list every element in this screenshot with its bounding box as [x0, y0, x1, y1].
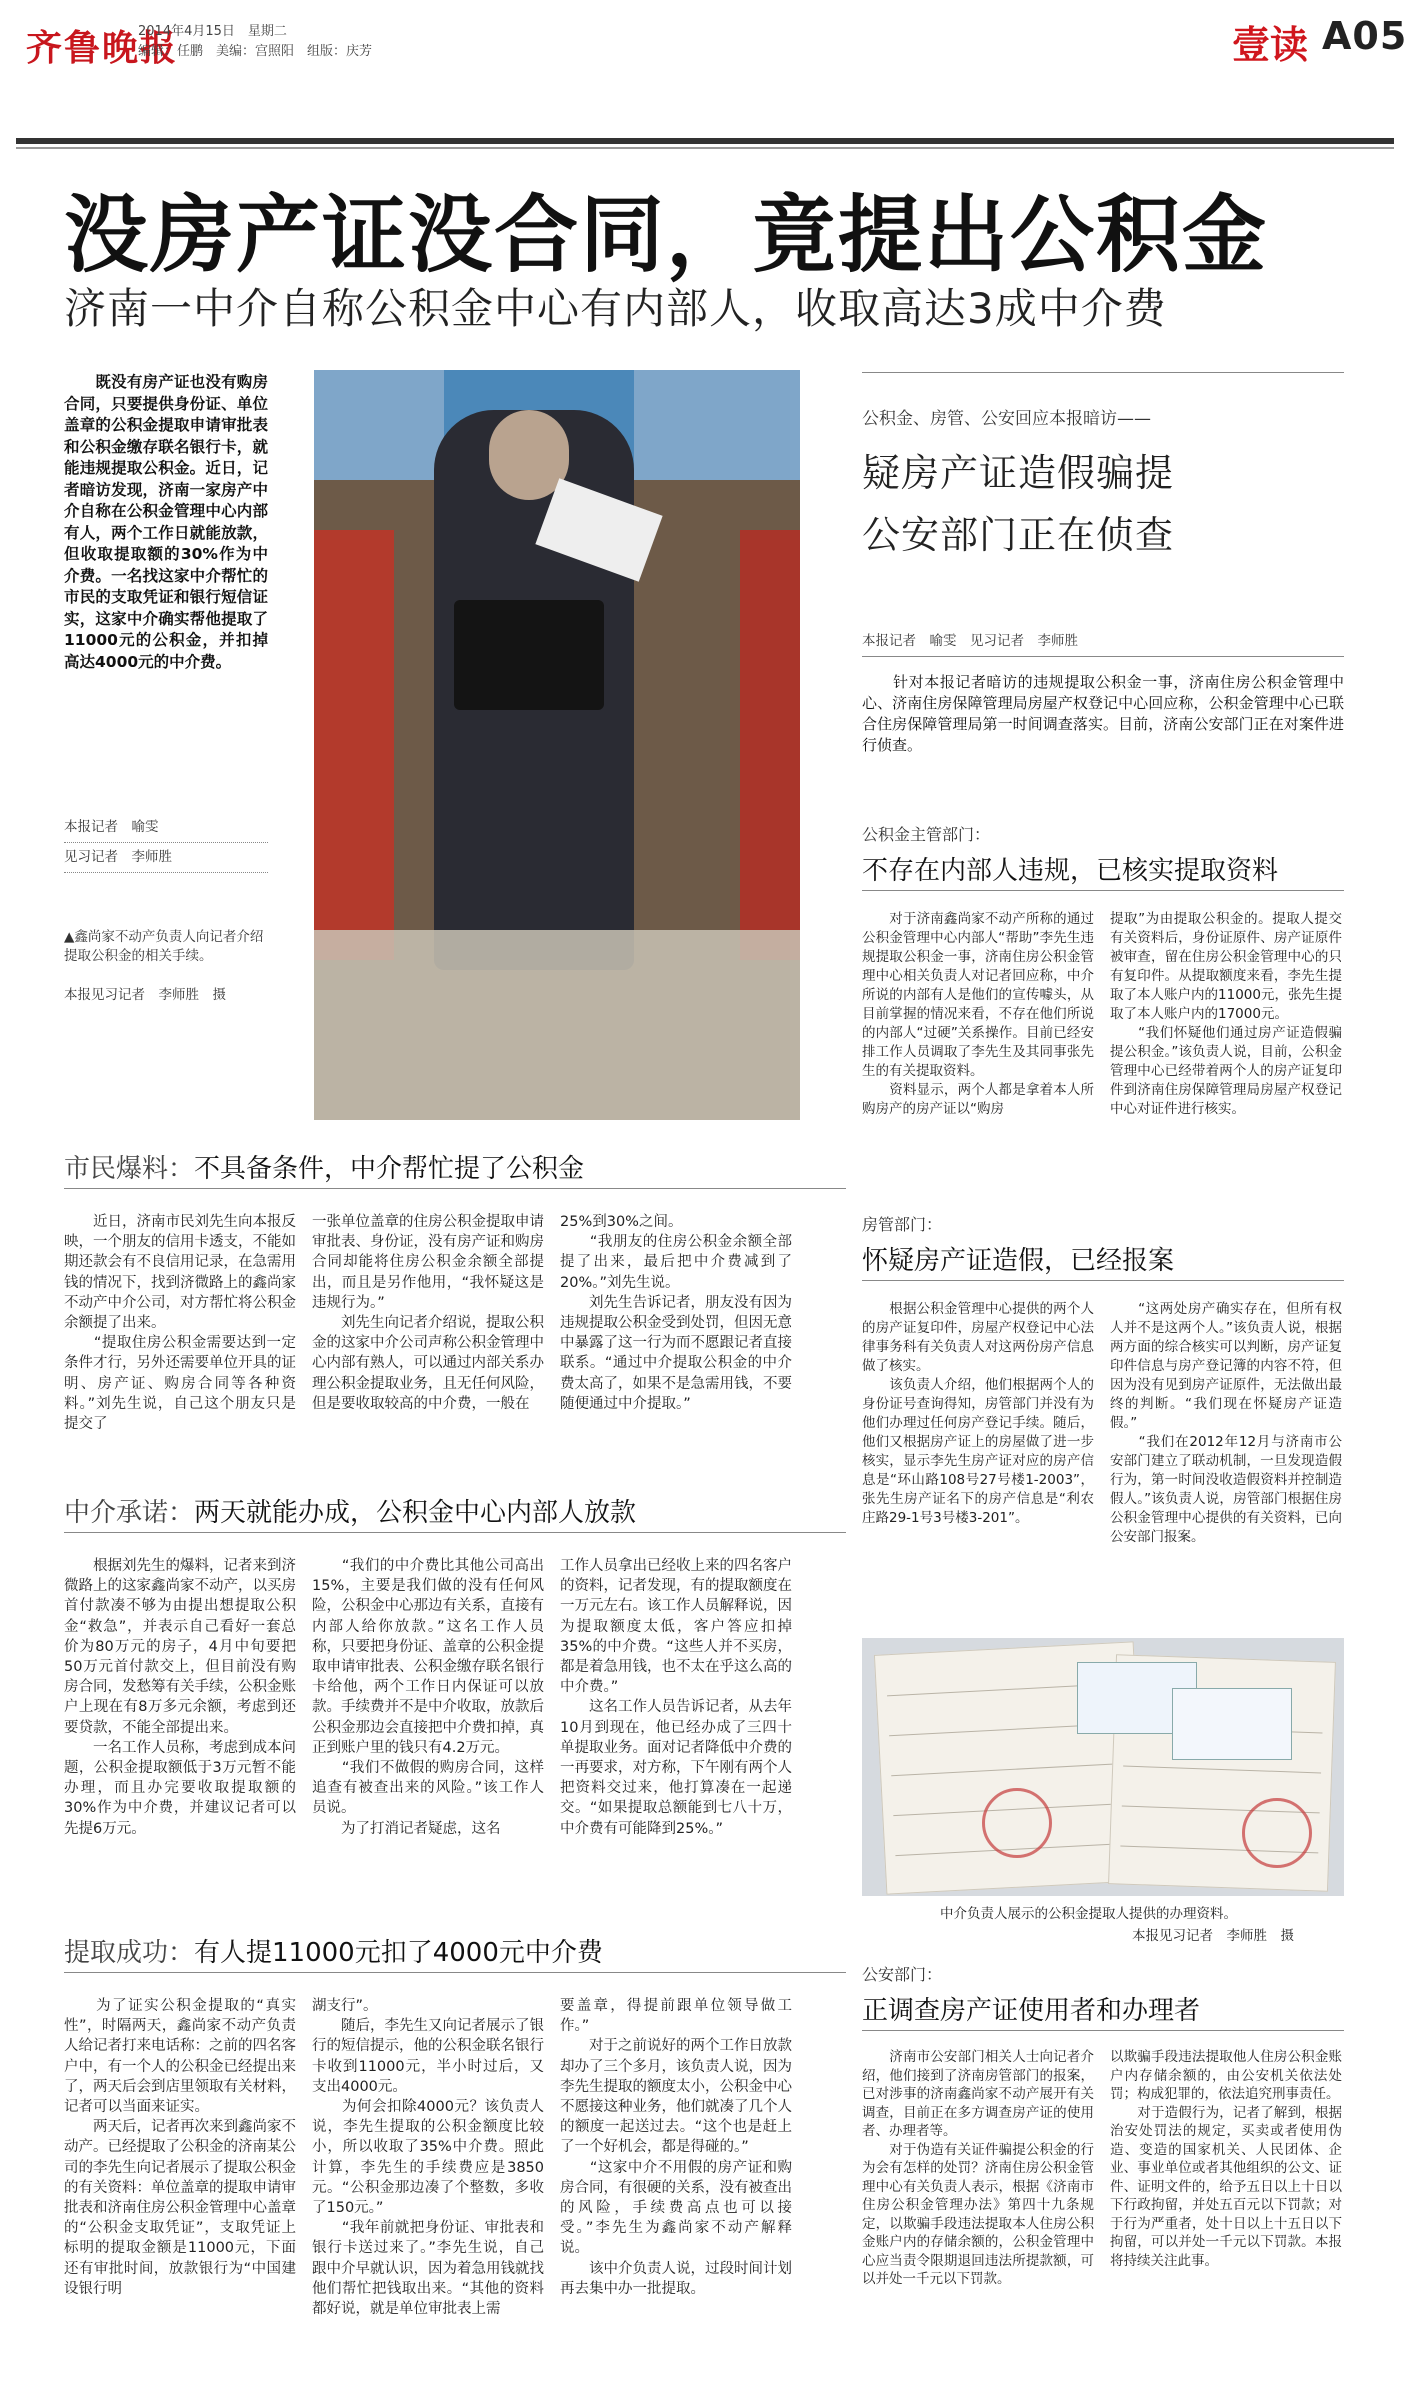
section1-col2: 一张单位盖章的住房公积金提取申请审批表、身份证，没有房产证和购房合同却能将住房公积金余额全部提出，而且是另作他用，“我怀疑这是违规行为。” 刘先生向记者介绍说，提取公积金的这家中介公司声称公积金管理中心内部有熟人，可以通过内部关系办理公积金提取业务，且无任何风险，但是要收取较高的中介费，一般在: [312, 1214, 544, 1412]
sidebar-byline-rule: [862, 656, 1344, 657]
gjj-title: 不存在内部人违规，已核实提取资料: [862, 856, 1279, 886]
fg-col2: “这两处房产确实存在，但所有权人并不是这两个人。”该负责人说，根据两方面的综合核实可以判断，房产证复印件信息与房产登记簿的内容不符，但因为没有见到房产证原件，无法做出最终的判断。“我们现在怀疑房产证造假。” “我们在2012年12月与济南市公安部门建立了联动机制，一旦发现造假行为，第一时间没收造假资料并控制造假人。”该负责人说，房管部门根据住房公积金管理中心提供的有关资料，已向公安部门报案。: [1110, 1301, 1342, 1545]
form-line: [1123, 1766, 1321, 1774]
agent-photo: [314, 370, 800, 1120]
sidebar-photo-caption: 中介负责人展示的公积金提取人提供的办理资料。: [940, 1906, 1237, 1922]
gjj-col2: 提取”为由提取公积金的。提取人提交有关资料后，身份证原件、房产证原件被审查，留在住房公积金管理中心的只有复印件。从提取额度来看，李先生提取了本人账户内的11000元，张先生提取了本人账户内的17000元。 “我们怀疑他们通过房产证造假骗提公积金。”该负责人说，目前，公积金管理中心已经带着两个人的房产证复印件到济南住房保障管理局房屋产权登记中心对证件进行核实。: [1110, 911, 1342, 1117]
newspaper-logo: 齐鲁晚报: [26, 27, 179, 69]
photo-sofa: [314, 530, 394, 960]
sidebar-top-rule: [862, 372, 1344, 373]
ga-col2: 以欺骗手段违法提取他人住房公积金账户内存储余额的，由公安机关依法处罚；构成犯罪的，依法追究刑事责任。 对于造假行为，记者了解到，根据治安处罚法的规定，买卖或者使用伪造、变造的国家机关、人民团体、企业、事业单位或者其他组织的公文、证件、证明文件的，给予五日以上十日以下行政拘留，并处五百元以下罚款；对于行为严重者，处十日以上十五日以下拘留，可以并处一千元以下罚款。本报将持续关注此事。: [1110, 2049, 1342, 2269]
ga-title: 正调查房产证使用者和办理者: [862, 1996, 1201, 2026]
red-stamp: [1242, 1798, 1312, 1868]
fg-col1: 根据公积金管理中心提供的两个人的房产证复印件，房屋产权登记中心法律事务科有关负责人对这两份房产信息做了核实。 该负责人介绍，他们根据两个人的身份证号查询得知，房管部门并没有为他们办理过任何房产登记手续。随后，他们又根据房产证上的房屋做了进一步核实，显示李先生房产证对应的房产信息是“环山路108号27号楼1-2003”，张先生房产证名下的房产信息是“利农庄路29-1号3号楼3-201”。: [862, 1301, 1094, 1526]
section1-heading: [64, 1148, 584, 1185]
staff-line: 编辑：任鹏 美编：宫照阳 组版：庆芳: [138, 44, 373, 59]
fg-label: 房管部门：: [862, 1215, 943, 1234]
byline-reporter: 本报记者 喻雯: [64, 819, 159, 835]
section3-rule: [64, 1972, 846, 1973]
gjj-col1: 对于济南鑫尚家不动产所称的通过公积金管理中心内部人“帮助”李先生违规提取公积金一事，济南住房公积金管理中心相关负责人对记者回应称，中介所说的内部有人是他们的宣传噱头，从目前掌握的情况来看，不存在他们所说的内部人“过硬”关系操作。目前已经安排工作人员调取了李先生及其同事张先生的有关提取资料。 资料显示，两个人都是拿着本人所购房产的房产证以“购房: [862, 911, 1094, 1117]
byline-divider: [64, 842, 268, 843]
fg-rule: [862, 1280, 1344, 1281]
ga-label: 公安部门：: [862, 1965, 943, 1984]
section3-col3: 要盖章，得提前跟单位领导做工作。” 对于之前说好的两个工作日放款却办了三个多月，该负责人说，因为李先生提取的额度太小，公积金中心不愿接这种业务，他们就凑了几个人的额度一起送过去。“这个也是赶上了一个好机会，都是得碰的。” “这家中介不用假的房产证和购房合同，有很硬的关系，没有被查出的风险，手续费高点也可以接受。”李先生为鑫尚家不动产解释说。 该中介负责人说，过段时间计划再去集中办一批提取。: [560, 1998, 792, 2297]
section3-label: 提取成功：: [64, 1938, 195, 1968]
lead-paragraph: 既没有房产证也没有购房合同，只要提供身份证、单位盖章的公积金提取申请审批表和公积金缴存联名银行卡，就能违规提取公积金。近日，记者暗访发现，济南一家房产中介自称在公积金管理中心内部有人，两个工作日就能放款，但收取提取额的30%作为中介费。一名找这家中介帮忙的市民的支取凭证和银行短信证实，这家中介确实帮他提取了11000元的公积金，并扣掉高达4000元的中介费。: [64, 373, 268, 671]
photo-caption: ▲鑫尚家不动产负责人向记者介绍提取公积金的相关手续。: [64, 929, 264, 964]
section3-heading: [64, 1932, 603, 1969]
section2-label: 中介承诺：: [64, 1498, 195, 1528]
date-line: 2014年4月15日 星期二: [138, 24, 287, 39]
documents-photo: [862, 1638, 1344, 1896]
section2-rule: [64, 1532, 846, 1533]
section2-col3: 工作人员拿出已经收上来的四名客户的资料，记者发现，有的提取额度在一万元左右。该工作人员解释说，因为提取额度太低，客户答应扣掉35%的中介费。“这些人并不买房，都是着急用钱，也不太在乎这么高的中介费。” 这名工作人员告诉记者，从去年10月到现在，他已经办成了三四十单提取业务。面对记者降低中介费的一再要求，对方称，下午刚有两个人把资料交过来，他打算凑在一起递交。“如果提取总额能到七八十万，中介费有可能降到25%。”: [560, 1558, 792, 1837]
sidebar-intro: 针对本报记者暗访的违规提取公积金一事，济南住房公积金管理中心、济南住房保障管理局房屋产权登记中心回应称，公积金管理中心已联合住房保障管理局第一时间调查落实。目前，济南公安部门正在对案件进行侦查。: [862, 673, 1344, 754]
section2-col2: “我们的中介费比其他公司高出15%，主要是我们做的没有任何风险，公积金中心那边有关系，直接有内部人给你放款。”这名工作人员称，只要把身份证、盖章的公积金提取申请审批表、公积金缴存联名银行卡给他，两个工作日内保证可以放款。手续费并不是中介收取，放款后公积金那边会直接把中介费扣掉，真正到账户里的钱只有4.2万元。 “我们不做假的购房合同，这样追查有被查出来的风险。”该工作人员说。 为了打消记者疑虑，这名: [312, 1558, 544, 1837]
sidebar-byline: 本报记者 喻雯 见习记者 李师胜: [862, 633, 1078, 649]
section3-title: 有人提11000元扣了4000元中介费: [194, 1938, 603, 1968]
section3-col2: 湖支行”。 随后，李先生又向记者展示了银行的短信提示，他的公积金联名银行卡收到11000元，半小时过后，又支出4000元。 为何会扣除4000元？该负责人说，李先生提取的公积金额度比较小，所以收取了35%中介费。照此计算，李先生的手续费应是3850元。“公积金那边凑了个整数，多收了150元。” “我年前就把身份证、审批表和银行卡送过来了。”李先生说，自己跟中介早就认识，因为着急用钱就找他们帮忙把钱取出来。“其他的资料都好说，就是单位审批表上需: [312, 1998, 544, 2318]
section-name: 壹读: [1232, 23, 1309, 67]
fg-title: 怀疑房产证造假，已经报案: [862, 1246, 1175, 1276]
page-number: A05: [1322, 14, 1408, 58]
section1-label: 市民爆料：: [64, 1154, 195, 1184]
byline-intern: 见习记者 李师胜: [64, 849, 172, 865]
subhead: 济南一中介自称公积金中心有内部人，收取高达3成中介费: [64, 284, 1167, 333]
sidebar-title-line2: 公安部门正在侦查: [862, 513, 1175, 557]
ga-col1: 济南市公安部门相关人士向记者介绍，他们接到了济南房管部门的报案，已对涉事的济南鑫尚家不动产展开有关调查，目前正在多方调查房产证的使用者、办理者等。 对于伪造有关证件骗提公积金的行为会有怎样的处罚？济南住房公积金管理中心有关负责人表示，根据《济南市住房公积金管理办法》第四十九条规定，以欺骗手段违法提取本人住房公积金账户内的存储余额的，公积金管理中心应当责令限期退回违法所提款额，可以并处一千元以下罚款。: [862, 2049, 1094, 2287]
section2-heading: [64, 1492, 636, 1529]
photo-table: [314, 930, 800, 1120]
masthead-rule: [16, 138, 1394, 144]
section1-title: 不具备条件，中介帮忙提了公积金: [194, 1154, 585, 1184]
gjj-rule: [862, 890, 1344, 891]
masthead-rule-thin: [16, 147, 1394, 149]
section1-col3: 25%到30%之间。 “我朋友的住房公积金余额全部提了出来，最后把中介费减到了20%。”刘先生说。 刘先生告诉记者，朋友没有因为违规提取公积金受到处罚，但因无意中暴露了这一行为而不愿跟记者直接联系。“通过中介提取公积金的中介费太高了，如果不是急需用钱，不要随便通过中介提取。”: [560, 1214, 792, 1412]
bank-card: [1172, 1688, 1292, 1760]
red-stamp: [982, 1788, 1052, 1858]
sidebar-title-line1: 疑房产证造假骗提: [862, 451, 1175, 495]
section2-col1: 根据刘先生的爆料，记者来到济微路上的这家鑫尚家不动产，以买房首付款凑不够为由提出想提取公积金“救急”，并表示自己看好一套总价为80万元的房子，4月中旬要把50万元首付款交上，但目前没有购房合同，发愁筹有关手续，公积金账户上现在有8万多元余额，考虑到还要贷款，不能全部提出来。 一名工作人员称，考虑到成本问题，公积金提取额低于3万元暂不能办理，而且办完要收取提取额的30%作为中介费，并建议记者可以先提6万元。: [64, 1558, 296, 1837]
section3-col1: 为了证实公积金提取的“真实性”，时隔两天，鑫尚家不动产负责人给记者打来电话称：之前的四名客户中，有一个人的公积金已经提出来了，两天后会到店里领取有关材料，记者可以当面来证实。 两天后，记者再次来到鑫尚家不动产。已经提取了公积金的济南某公司的李先生向记者展示了提取公积金的有关资料：单位盖章的提取申请审批表和济南住房公积金管理中心盖章的“公积金支取凭证”，支取凭证上标明的提取金额是11000元，下面还有审批时间，放款银行为“中国建设银行明: [64, 1998, 296, 2297]
section1-rule: [64, 1188, 846, 1189]
photo-sofa: [740, 530, 800, 960]
headline: 没房产证没合同，竟提出公积金: [64, 186, 1269, 284]
ga-rule: [862, 2030, 1344, 2031]
photo-credit: 本报见习记者 李师胜 摄: [64, 987, 226, 1003]
form-line: [891, 1763, 1129, 1776]
gjj-label: 公积金主管部门：: [862, 825, 991, 844]
sidebar-kicker: 公积金、房管、公安回应本报暗访——: [862, 409, 1151, 429]
sidebar-photo-credit: 本报见习记者 李师胜 摄: [1132, 1928, 1294, 1944]
photo-bag: [454, 600, 604, 710]
section2-title: 两天就能办成，公积金中心内部人放款: [194, 1498, 637, 1528]
byline-divider: [64, 872, 268, 873]
section1-col1: 近日，济南市民刘先生向本报反映，一个朋友的信用卡透支，不能如期还款会有不良信用记录，在急需用钱的情况下，找到济微路上的鑫尚家不动产中介公司，对方帮忙将公积金余额提了出来。 “提取住房公积金需要达到一定条件才行，另外还需要单位开具的证明、房产证、购房合同等各种资料。”刘先生说，自己这个朋友只是提交了: [64, 1214, 296, 1433]
